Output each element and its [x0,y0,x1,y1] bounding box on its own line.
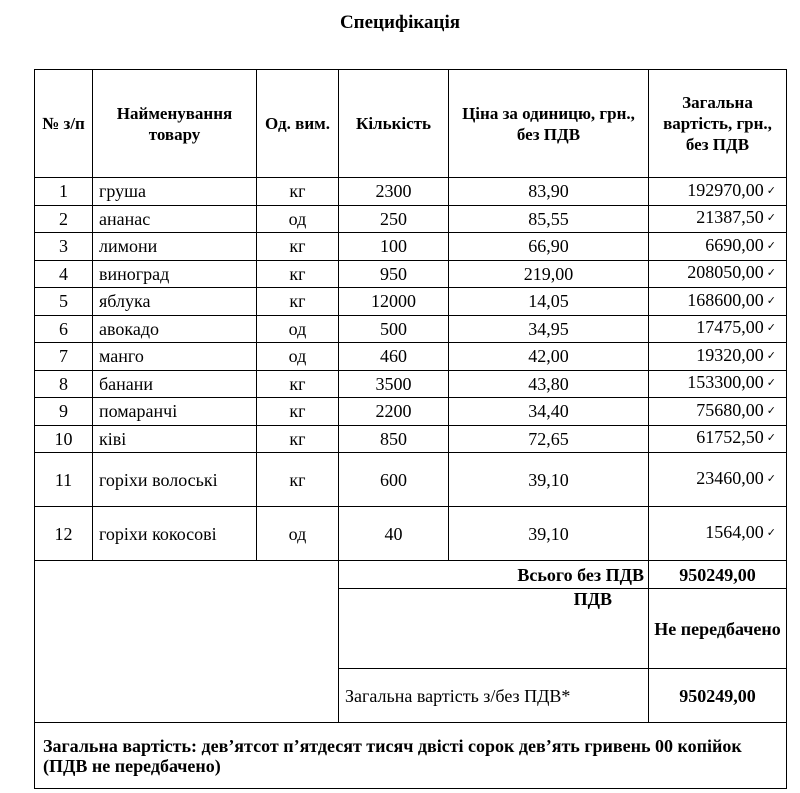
row-unit [257,288,339,316]
row-number-text: 11 [54,469,73,490]
row-number [35,453,93,507]
row-name [93,453,257,507]
row-price [449,288,649,316]
check-mark-icon: ✓ [766,184,776,197]
subtotal-row [35,561,787,589]
table-row [35,507,787,561]
row-price [449,425,649,453]
row-quantity [339,205,449,233]
row-price-text: 43,80 [528,373,569,394]
check-mark-icon: ✓ [766,267,776,280]
row-number-text: 6 [59,318,68,339]
row-number-text: 4 [59,263,68,284]
row-price-text: 42,00 [528,346,569,367]
row-total-text: 19320,00 [696,344,764,365]
row-number [35,260,93,288]
row-total-text: 23460,00 [696,468,764,488]
row-price [449,507,649,561]
row-unit-text: од [288,523,307,544]
row-price [449,343,649,371]
header-total: Загальна вартість, грн., без ПДВ [649,70,787,178]
row-name [93,260,257,288]
check-mark-icon: ✓ [766,527,776,539]
row-price [449,398,649,426]
header-price: Ціна за одиницю, грн., без ПДВ [449,70,649,178]
row-number [35,205,93,233]
table-row [35,453,787,507]
row-quantity-text: 2300 [375,181,412,202]
row-price-text: 83,90 [528,181,569,202]
row-name-text: яблука [99,291,151,312]
row-unit-text: кг [289,469,306,490]
table-row [35,288,787,316]
row-total-text: 75680,00 [696,399,764,420]
row-total [649,178,787,206]
row-unit-text: од [288,208,307,229]
row-total [649,288,787,316]
row-unit [257,343,339,371]
row-price-text: 219,00 [523,263,574,284]
row-name [93,370,257,398]
row-unit-text: кг [289,236,306,257]
check-mark-icon: ✓ [766,377,776,390]
row-number [35,425,93,453]
row-name-text: горіхи кокосові [99,523,217,544]
row-unit-text: од [288,346,307,367]
row-price-text: 14,05 [528,291,569,312]
row-number [35,233,93,261]
document-title: Специфікація [339,12,461,33]
header-unit: Од. вим. [257,70,339,178]
row-name [93,425,257,453]
row-quantity-text: 100 [380,236,407,257]
row-number-text: 3 [59,236,68,257]
row-price [449,370,649,398]
row-quantity [339,370,449,398]
row-number-text: 9 [59,401,68,422]
table-row [35,233,787,261]
row-price-text: 66,90 [528,236,569,257]
row-unit-text: кг [289,181,306,202]
check-mark-icon: ✓ [766,473,776,485]
row-number [35,288,93,316]
row-price-text: 39,10 [528,523,569,544]
row-total-text: 61752,50 [696,427,764,448]
row-name-text: ківі [99,428,127,449]
vat-label: ПДВ [339,589,649,669]
row-price [449,260,649,288]
row-name [93,178,257,206]
row-unit-text: кг [289,401,306,422]
subtotal-label: Всього без ПДВ [339,561,649,589]
row-name-text: помаранчі [99,401,178,422]
row-quantity [339,260,449,288]
row-unit [257,260,339,288]
row-price-text: 39,10 [528,469,569,490]
table-row [35,425,787,453]
row-name [93,343,257,371]
table-row [35,315,787,343]
row-unit [257,425,339,453]
row-name-text: манго [99,346,144,367]
row-name-text: лимони [99,236,158,257]
row-price-text: 72,65 [528,428,569,449]
vat-value: Не передбачено [649,589,787,669]
check-mark-icon: ✓ [766,294,776,307]
row-name-text: авокадо [99,318,159,339]
row-total [649,233,787,261]
row-quantity [339,178,449,206]
header-row [35,70,787,178]
row-total [649,260,787,288]
row-number [35,398,93,426]
header-name: Найменування товару [93,70,257,178]
check-mark-icon: ✓ [766,404,776,417]
grand-total-label: Загальна вартість з/без ПДВ* [339,669,649,723]
row-quantity-text: 12000 [371,291,416,312]
row-number [35,343,93,371]
row-unit [257,315,339,343]
row-total-text: 192970,00 [687,179,764,200]
row-unit-text: кг [289,373,306,394]
row-total [649,398,787,426]
row-number [35,370,93,398]
row-quantity-text: 500 [380,318,407,339]
row-price [449,178,649,206]
row-quantity [339,343,449,371]
row-total [649,370,787,398]
row-name-text: груша [99,181,146,202]
row-number-text: 12 [54,523,73,544]
row-total-text: 21387,50 [696,207,764,228]
row-name [93,288,257,316]
row-name-text: виноград [99,263,170,284]
row-unit-text: од [288,318,307,339]
amount-in-words: Загальна вартість: дев’ятсот п’ятдесят тисяч двісті сорок дев’ять гривень 00 копійок (ПДВ не передбачено) [35,723,787,789]
check-mark-icon: ✓ [766,239,776,252]
table-row [35,370,787,398]
summary-blank [35,561,339,723]
row-quantity-text: 2200 [375,401,412,422]
row-unit [257,233,339,261]
row-quantity-text: 600 [380,469,407,490]
table-row [35,205,787,233]
row-total-text: 168600,00 [687,289,764,310]
row-unit-text: кг [289,291,306,312]
row-total [649,453,787,507]
row-quantity-text: 850 [380,428,407,449]
row-name [93,315,257,343]
row-unit [257,178,339,206]
check-mark-icon: ✓ [766,322,776,335]
row-total [649,205,787,233]
row-price-text: 34,95 [528,318,569,339]
row-total [649,425,787,453]
row-unit [257,398,339,426]
specification-table [34,69,787,789]
table-row [35,260,787,288]
footer-row [35,723,787,789]
row-quantity [339,425,449,453]
row-quantity-text: 950 [380,263,407,284]
table-row [35,343,787,371]
row-total-text: 153300,00 [687,372,764,393]
table-row [35,178,787,206]
row-total-text: 6690,00 [705,234,764,255]
row-number [35,178,93,206]
row-total-text: 208050,00 [687,262,764,283]
grand-total-value: 950249,00 [649,669,787,723]
row-name-text: ананас [99,208,151,229]
row-quantity-text: 40 [384,523,403,544]
check-mark-icon: ✓ [766,349,776,362]
row-unit [257,370,339,398]
row-quantity [339,507,449,561]
row-number-text: 2 [59,208,68,229]
row-name [93,233,257,261]
row-unit-text: кг [289,428,306,449]
row-quantity-text: 3500 [375,373,412,394]
table-row [35,398,787,426]
row-number-text: 8 [59,373,68,394]
row-quantity [339,233,449,261]
row-name [93,507,257,561]
header-quantity: Кількість [339,70,449,178]
row-quantity [339,453,449,507]
row-price [449,233,649,261]
row-price [449,453,649,507]
row-name-text: горіхи волоські [99,469,218,490]
check-mark-icon: ✓ [766,212,776,225]
row-name-text: банани [99,373,154,394]
row-number-text: 10 [54,428,73,449]
row-total-text: 1564,00 [705,522,764,542]
row-price-text: 85,55 [528,208,569,229]
row-total-text: 17475,00 [696,317,764,338]
row-price-text: 34,40 [528,401,569,422]
row-price [449,205,649,233]
row-quantity [339,288,449,316]
row-total [649,343,787,371]
row-name [93,205,257,233]
row-name [93,398,257,426]
row-unit-text: кг [289,263,306,284]
row-unit [257,453,339,507]
row-quantity [339,398,449,426]
row-unit [257,205,339,233]
row-total [649,315,787,343]
row-total [649,507,787,561]
row-quantity-text: 460 [380,346,407,367]
header-number: № з/п [35,70,93,178]
row-quantity [339,315,449,343]
row-number [35,507,93,561]
row-number-text: 5 [59,291,68,312]
row-number-text: 7 [59,346,68,367]
check-mark-icon: ✓ [766,432,776,445]
subtotal-value: 950249,00 [649,561,787,589]
row-price [449,315,649,343]
row-number-text: 1 [59,181,68,202]
row-quantity-text: 250 [380,208,407,229]
row-unit [257,507,339,561]
row-number [35,315,93,343]
